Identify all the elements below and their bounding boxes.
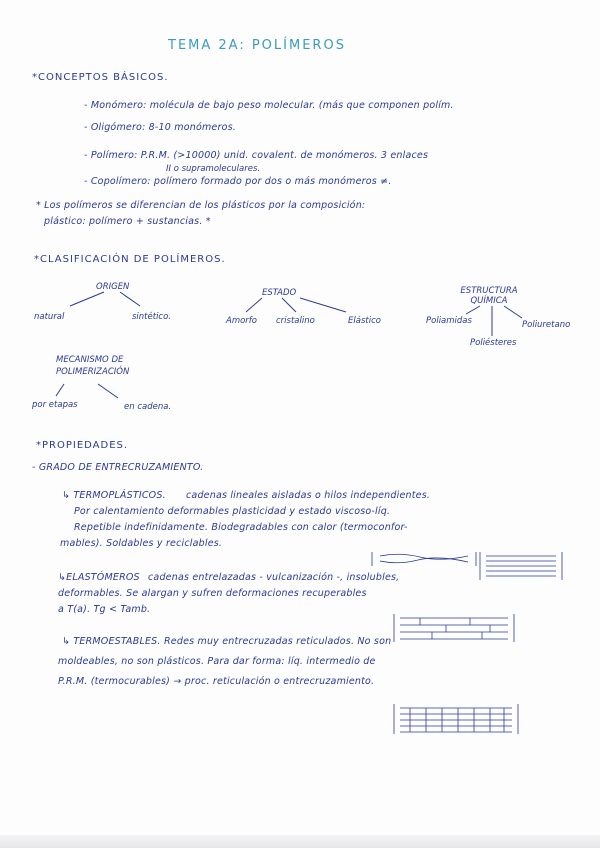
text-line: Por calentamiento deformables plasticidad y estado viscoso-líq.	[74, 506, 391, 517]
section-heading-propiedades: *PROPIEDADES.	[36, 440, 129, 451]
page-title: TEMA 2A: POLÍMEROS	[168, 38, 346, 53]
section-heading-conceptos: *CONCEPTOS BÁSICOS.	[32, 72, 169, 83]
text-line: - Copolímero: polímero formado por dos o más monómeros ≠.	[84, 176, 392, 187]
group-child: Elástico	[348, 316, 381, 326]
text-line: cadenas entrelazadas - vulcanización -, insolubles,	[148, 572, 400, 583]
note-line: plástico: polímero + sustancias. *	[44, 216, 211, 227]
branch-line	[246, 298, 262, 312]
subheading: - GRADO DE ENTRECRUZAMIENTO.	[32, 462, 204, 473]
group-child: en cadena.	[124, 402, 172, 412]
text-line: cadenas lineales aisladas o hilos independientes.	[186, 490, 431, 501]
branch-line	[300, 298, 346, 312]
text-line: - Monómero: molécula de bajo peso molecular. (más que componen polím.	[84, 100, 454, 111]
branch-line	[98, 384, 118, 398]
group-child: cristalino	[276, 316, 315, 326]
text-line: Redes muy entrecruzadas reticulados. No son	[164, 636, 392, 647]
branch-line	[56, 384, 64, 396]
item-name: ↳ TERMOPLÁSTICOS.	[62, 490, 166, 501]
termoplastico-sketch	[372, 552, 562, 580]
group-child: Poliamidas	[426, 316, 472, 326]
text-line: - Polímero: P.R.M. (>10000) unid. covalent. de monómeros. 3 enlaces	[84, 150, 429, 161]
group-child: natural	[34, 312, 65, 322]
branch-line	[282, 298, 296, 312]
page-edge-shadow	[0, 835, 600, 848]
text-line: deformables. Se alargan y sufren deformaciones recuperables	[58, 588, 367, 599]
text-line: II o supramoleculares.	[166, 164, 261, 174]
text-line: a T(a). Tg < Tamb.	[58, 604, 151, 615]
text-line: Repetible indefinidamente. Biodegradables con calor (termoconfor-	[74, 522, 408, 533]
branch-line	[120, 292, 140, 306]
text-line: moldeables, no son plásticos. Para dar forma: líq. intermedio de	[58, 656, 376, 667]
text-line: - Oligómero: 8-10 monómeros.	[84, 122, 236, 133]
group-child: Poliuretano	[522, 320, 571, 330]
group-label-mecanismo: MECANISMO DE POLIMERIZACIÓN	[56, 355, 130, 377]
text-line: mables). Soldables y reciclables.	[60, 538, 223, 549]
elastomero-sketch	[394, 614, 514, 642]
termoestable-sketch	[394, 704, 518, 734]
group-label-estructura: ESTRUCTURA QUÍMICA	[460, 286, 518, 306]
group-child: por etapas	[32, 400, 78, 410]
group-child: Amorfo	[226, 316, 257, 326]
group-child: sintético.	[132, 312, 172, 322]
branch-line	[504, 306, 522, 318]
item-name: ↳ELASTÓMEROS	[58, 572, 140, 583]
text-line: P.R.M. (termocurables) → proc. reticulación o entrecruzamiento.	[58, 676, 375, 687]
branch-line	[70, 292, 104, 306]
group-label-estado: ESTADO	[262, 288, 297, 298]
section-heading-clasificacion: *CLASIFICACIÓN DE POLÍMEROS.	[34, 254, 226, 265]
note-line: * Los polímeros se diferencian de los plásticos por la composición:	[36, 200, 366, 211]
group-child: Poliésteres	[470, 338, 517, 348]
item-name: ↳ TERMOESTABLES.	[62, 636, 161, 647]
group-label-origen: ORIGEN	[96, 282, 130, 292]
branch-line	[466, 306, 480, 314]
